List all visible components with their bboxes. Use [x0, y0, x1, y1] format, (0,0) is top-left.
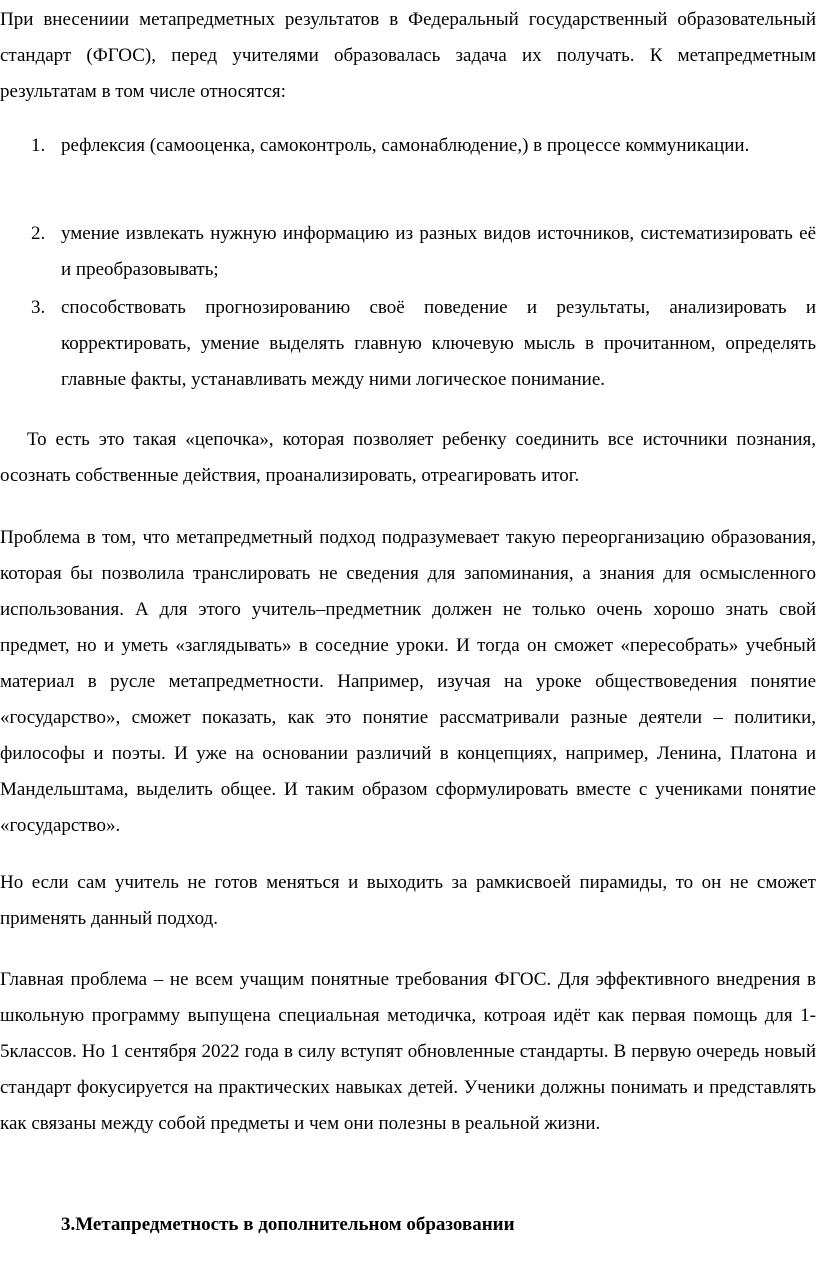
section-heading: 3.Метапредметность в дополнительном образовании	[61, 1214, 515, 1235]
problem-paragraph: Проблема в том, что метапредметный подход подразумевает такую переорганизацию образования, которая бы позволила транслировать не сведения для запоминания, а знания для осмысленного использования. А для этого учитель–предметник должен не только очень хорошо знать свой предмет, но и уметь «заглядывать» в соседние уроки. И тогда он сможет «пересобрать» учебный материал в русле метапредметности. Например, изучая на уроке обществоведения понятие «государство», сможет показать, как это понятие рассматривали разные деятели – политики, философы и поэты. И уже на основании различий в концепциях, например, Ленина, Платона и Мандельштама, выделить общее. И таким образом сформулировать вместе с учениками понятие «государство».	[0, 527, 816, 836]
list-item-number: 3.	[31, 297, 46, 318]
list-item-text: способствовать прогнозированию своё поведение и результаты, анализировать и корректировать, умение выделять главную ключевую мысль в прочитанном, определять главные факты, устанавливать между ними логическое понимание.	[61, 297, 816, 390]
list-item	[0, 216, 816, 288]
main-problem-paragraph: Главная проблема – не всем учащим понятные требования ФГОС. Для эффективного внедрения в школьную программу выпущена специальная методичка, котроая идёт как первая помощь для 1-5классов. Но 1 сентября 2022 года в силу вступят обновленные стандарты. В первую очередь новый стандарт фокусируется на практических навыках детей. Ученики должны понимать и представлять как связаны между собой предметы и чем они полезны в реальной жизни.	[0, 969, 816, 1134]
teacher-paragraph: Но если сам учитель не готов меняться и выходить за рамкисвоей пирамиды, то он не сможет применять данный подход.	[0, 872, 816, 929]
list-item	[0, 290, 816, 398]
list-item	[0, 128, 816, 164]
list-item-text: умение извлекать нужную информацию из разных видов источников, систематизировать её и преобразовывать;	[61, 223, 816, 280]
chain-paragraph: То есть это такая «цепочка», которая позволяет ребенку соединить все источники познания, осознать собственные действия, проанализировать, отреагировать итог.	[0, 429, 816, 486]
intro-paragraph: При внесениии метапредметных результатов в Федеральный государственный образовательный стандарт (ФГОС), перед учителями образовалась задача их получать. К метапредметным результатам в том числе относятся:	[0, 9, 816, 102]
list-item-number: 2.	[31, 223, 46, 244]
list-item-number: 1.	[31, 135, 46, 156]
list-item-text: рефлексия (самооценка, самоконтроль, самонаблюдение,) в процессе коммуникации.	[61, 135, 750, 156]
